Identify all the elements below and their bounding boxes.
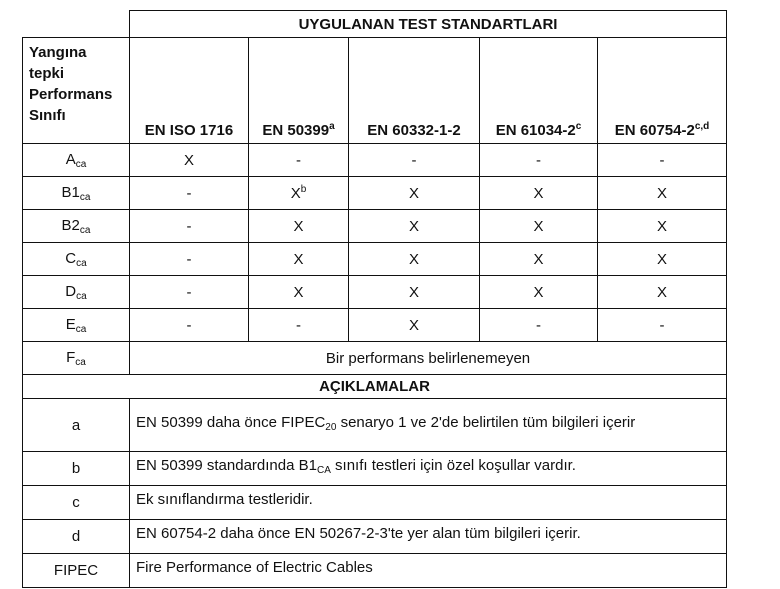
- table-cell: [480, 210, 598, 243]
- class-subscript: ca: [75, 158, 87, 170]
- standards-table: [22, 10, 727, 588]
- table-cell: [598, 276, 727, 309]
- table-cell: [130, 309, 249, 342]
- note-text-part: EN 50399 daha önce FIPEC: [136, 413, 326, 431]
- cell-value: -: [536, 152, 541, 169]
- table-cell: [480, 177, 598, 210]
- note-text-subscript: CA: [316, 465, 331, 476]
- table-cell: [598, 144, 727, 177]
- table-cell: [130, 144, 249, 177]
- table-cell: [598, 177, 727, 210]
- table-cell: [349, 144, 480, 177]
- table-row: [23, 309, 727, 342]
- class-label: E: [65, 315, 76, 333]
- cell-value: -: [659, 152, 665, 169]
- cell-value: X: [293, 218, 304, 235]
- table-cell: [598, 309, 727, 342]
- note-row: [23, 520, 727, 554]
- class-cell: [23, 177, 130, 210]
- class-cell: [23, 342, 130, 375]
- cell-value: X: [533, 251, 544, 268]
- table-cell: [130, 276, 249, 309]
- cell-value: -: [536, 317, 541, 334]
- note-text-part: Fire Performance of Electric Cables: [136, 559, 373, 576]
- table-cell: [349, 276, 480, 309]
- class-cell: [23, 144, 130, 177]
- note-text-part: Ek sınıflandırma testleridir.: [136, 491, 313, 508]
- table-row-f: [23, 342, 727, 375]
- f-row-text: Bir performans belirlenemeyen: [130, 342, 727, 375]
- note-text-part: sınıfı testleri için özel koşullar vardır.: [330, 457, 576, 474]
- table-body: [23, 11, 727, 588]
- column-header-text: EN ISO 1716: [144, 122, 234, 139]
- row-header-line: Yangına: [29, 44, 87, 61]
- class-cell: [23, 210, 130, 243]
- table-cell: [480, 309, 598, 342]
- table-cell: [480, 144, 598, 177]
- cell-value: -: [186, 251, 192, 268]
- table-cell: [349, 177, 480, 210]
- cell-value: -: [186, 284, 192, 301]
- note-row: [23, 554, 727, 588]
- title-row: [23, 11, 727, 38]
- table-cell: [130, 210, 249, 243]
- note-text: [130, 452, 727, 486]
- table-cell: [130, 243, 249, 276]
- note-row: [23, 452, 727, 486]
- table-cell: [130, 177, 249, 210]
- note-text-part: EN 50399 standardında B1: [136, 457, 317, 474]
- cell-value: -: [186, 317, 192, 334]
- class-label: F: [66, 348, 76, 366]
- column-header-sup: c: [575, 121, 582, 132]
- table-cell: [249, 210, 349, 243]
- column-header-text: EN 50399: [262, 122, 330, 139]
- cell-value: X: [408, 317, 419, 334]
- note-key: b: [23, 452, 130, 486]
- cell-value: X: [657, 284, 668, 301]
- class-label: D: [65, 282, 77, 300]
- class-cell: [23, 243, 130, 276]
- table-cell: [349, 309, 480, 342]
- table-title: UYGULANAN TEST STANDARTLARI: [130, 11, 727, 38]
- note-key: d: [23, 520, 130, 554]
- class-cell: [23, 309, 130, 342]
- column-header-text: EN 60332-1-2: [367, 122, 461, 139]
- table-cell: [349, 243, 480, 276]
- column-header-text: EN 60754-2: [614, 122, 695, 139]
- notes-title-row: [23, 375, 727, 399]
- note-key: c: [23, 486, 130, 520]
- note-text-part: senaryo 1 ve 2'de belirtilen tüm bilgileri içerir: [336, 413, 636, 431]
- table-row: [23, 177, 727, 210]
- table-cell: [480, 276, 598, 309]
- cell-value: X: [657, 251, 668, 268]
- cell-value: -: [186, 185, 192, 202]
- cell-value: X: [183, 152, 194, 169]
- column-header-row: [23, 38, 727, 144]
- cell-value: X: [657, 185, 668, 202]
- table-cell: [249, 177, 349, 210]
- cell-value: X: [408, 251, 419, 268]
- note-text: [130, 554, 727, 588]
- class-label: B2: [61, 216, 80, 234]
- row-header-cell: [23, 38, 130, 144]
- cell-value: -: [411, 152, 417, 169]
- note-text: [130, 399, 727, 452]
- column-header-sup: a: [329, 121, 335, 132]
- column-header-sup: c,d: [694, 121, 710, 132]
- note-key: a: [23, 399, 130, 452]
- row-header-line: Performans: [29, 86, 113, 103]
- note-key: FIPEC: [23, 554, 130, 588]
- class-subscript: ca: [76, 290, 87, 302]
- class-subscript: ca: [75, 356, 86, 368]
- cell-value: X: [408, 218, 419, 235]
- class-label: B1: [61, 183, 80, 201]
- table-row: [23, 144, 727, 177]
- note-text: [130, 520, 727, 554]
- table-row: [23, 210, 727, 243]
- note-text-subscript: 20: [325, 421, 337, 433]
- class-subscript: ca: [79, 191, 91, 203]
- cell-value: X: [533, 218, 544, 235]
- cell-value: -: [186, 218, 192, 235]
- table-cell: [249, 276, 349, 309]
- class-cell: [23, 276, 130, 309]
- table-row: [23, 276, 727, 309]
- row-header-line: Sınıfı: [29, 107, 66, 124]
- column-header: [130, 38, 249, 144]
- cell-value: -: [659, 317, 665, 334]
- table-cell: [249, 309, 349, 342]
- cell-value: X: [533, 185, 544, 202]
- table-cell: [598, 243, 727, 276]
- blank-corner-cell: [23, 11, 130, 38]
- notes-title: AÇIKLAMALAR: [23, 375, 727, 399]
- cell-value: X: [293, 284, 304, 301]
- cell-value: X: [408, 284, 419, 301]
- column-header: [480, 38, 598, 144]
- table-cell: [480, 243, 598, 276]
- row-header-line: tepki: [29, 65, 65, 82]
- column-header: [598, 38, 727, 144]
- column-header: [249, 38, 349, 144]
- cell-value: X: [533, 284, 544, 301]
- cell-value: -: [296, 317, 301, 334]
- class-subscript: ca: [75, 323, 87, 335]
- class-label: A: [65, 150, 76, 168]
- note-row: [23, 399, 727, 452]
- table-cell: [349, 210, 480, 243]
- note-text-part: EN 60754-2 daha önce EN 50267-2-3'te yer alan tüm bilgileri içerir.: [136, 525, 581, 542]
- class-label: C: [65, 249, 77, 267]
- cell-value: X: [657, 218, 668, 235]
- note-row: [23, 486, 727, 520]
- cell-value: X: [408, 185, 419, 202]
- column-header-text: EN 61034-2: [495, 122, 576, 139]
- note-text: [130, 486, 727, 520]
- class-subscript: ca: [76, 257, 87, 269]
- table-cell: [598, 210, 727, 243]
- table-cell: [249, 144, 349, 177]
- table-cell: [249, 243, 349, 276]
- cell-value: -: [296, 152, 301, 169]
- class-subscript: ca: [79, 224, 91, 236]
- cell-sup: b: [300, 184, 307, 195]
- table-row: [23, 243, 727, 276]
- cell-value: X: [290, 185, 301, 202]
- column-header: [349, 38, 480, 144]
- cell-value: X: [293, 251, 304, 268]
